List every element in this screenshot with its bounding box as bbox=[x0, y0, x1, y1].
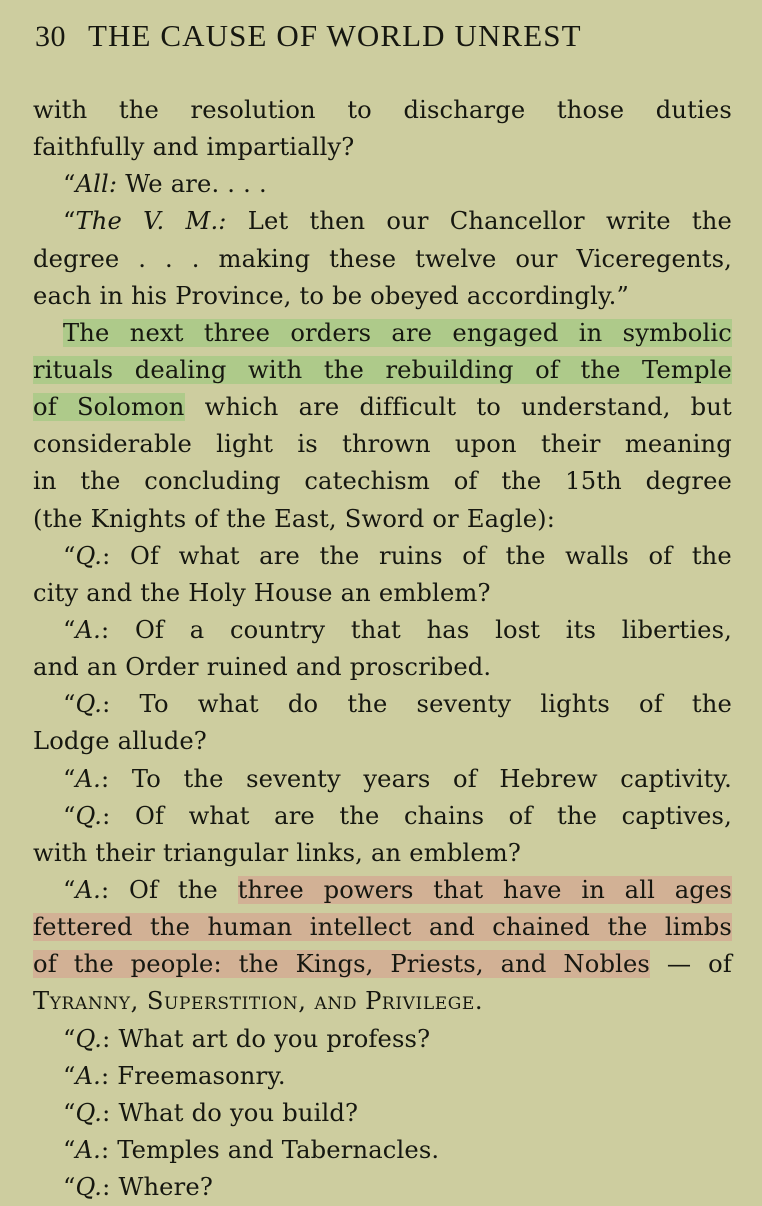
word: Of bbox=[134, 615, 165, 644]
word: To bbox=[139, 690, 169, 719]
word: “A.: bbox=[63, 1061, 110, 1090]
running-title: THE CAUSE OF WORLD UNREST bbox=[88, 18, 582, 53]
word: of bbox=[33, 946, 74, 983]
word: “Q.: bbox=[63, 801, 111, 830]
word: To bbox=[131, 764, 161, 793]
word: Privilege. bbox=[365, 987, 484, 1016]
word: thrown bbox=[342, 430, 431, 459]
word: degree bbox=[33, 244, 120, 273]
word: difficult bbox=[359, 393, 457, 422]
word: — bbox=[666, 950, 692, 979]
word: dealing bbox=[135, 352, 248, 389]
word: the bbox=[324, 352, 386, 389]
word: fettered bbox=[33, 909, 150, 946]
word: its bbox=[565, 615, 597, 644]
word: “A.: bbox=[63, 615, 110, 644]
word: symbolic bbox=[622, 318, 732, 347]
text-line bbox=[33, 1095, 732, 1132]
word: our bbox=[386, 207, 429, 236]
word: with bbox=[33, 96, 88, 124]
word: accordingly.” bbox=[466, 281, 629, 310]
word: Order bbox=[125, 653, 199, 682]
word: the bbox=[607, 909, 664, 946]
word: Hebrew bbox=[499, 764, 598, 793]
word: and bbox=[86, 578, 133, 607]
word: “The bbox=[63, 207, 122, 236]
word: impartially? bbox=[206, 133, 355, 162]
word: Temple bbox=[642, 355, 732, 384]
text-line bbox=[33, 203, 732, 240]
word: seventy bbox=[416, 690, 512, 719]
word: the bbox=[239, 946, 296, 983]
word: the bbox=[557, 801, 598, 830]
word: engaged bbox=[452, 315, 578, 352]
word: V. bbox=[143, 207, 165, 236]
text-line bbox=[33, 92, 732, 129]
word: to bbox=[299, 281, 325, 310]
text-line bbox=[33, 315, 732, 352]
word: twelve bbox=[415, 244, 497, 273]
word: What bbox=[118, 1098, 184, 1127]
word: the bbox=[140, 578, 181, 607]
word: are bbox=[391, 315, 452, 352]
word: build? bbox=[282, 1098, 359, 1127]
word: Of bbox=[134, 801, 165, 830]
word: making bbox=[218, 244, 311, 273]
word: the bbox=[118, 96, 159, 124]
word: the bbox=[80, 467, 121, 496]
word: and bbox=[314, 987, 358, 1016]
word: powers bbox=[324, 872, 434, 909]
word: in bbox=[33, 467, 57, 496]
word: the bbox=[339, 801, 380, 830]
word: Of bbox=[129, 875, 159, 904]
word: do bbox=[235, 1024, 267, 1053]
word: in bbox=[579, 315, 623, 352]
word: to bbox=[347, 96, 372, 124]
word: Province, bbox=[175, 281, 292, 310]
word: orders bbox=[290, 315, 391, 352]
word: . bbox=[258, 170, 267, 199]
word: years bbox=[363, 764, 431, 793]
word: the bbox=[150, 909, 207, 946]
word: Holy bbox=[188, 578, 246, 607]
text-line bbox=[33, 166, 732, 203]
word: Lodge bbox=[33, 727, 110, 756]
word: Nobles bbox=[563, 950, 650, 979]
word: to bbox=[476, 393, 501, 422]
word: Freemasonry. bbox=[117, 1061, 286, 1090]
word: their bbox=[95, 838, 155, 867]
word: Priests, bbox=[390, 946, 500, 983]
word: next bbox=[130, 315, 204, 352]
word: Superstition, bbox=[146, 987, 307, 1016]
word: those bbox=[556, 96, 625, 124]
word: discharge bbox=[403, 96, 526, 124]
word: what bbox=[188, 801, 250, 830]
word: which bbox=[204, 393, 279, 422]
word: have bbox=[503, 872, 581, 909]
word: in bbox=[581, 872, 624, 909]
word: what bbox=[178, 541, 240, 570]
word: considerable bbox=[33, 430, 192, 459]
word: chained bbox=[492, 909, 607, 946]
word: city bbox=[33, 578, 79, 607]
word: links, bbox=[296, 838, 363, 867]
word: ruins bbox=[379, 541, 443, 570]
word: triangular bbox=[162, 838, 289, 867]
word: that bbox=[433, 872, 503, 909]
text-line bbox=[33, 241, 732, 278]
word: human bbox=[208, 909, 310, 946]
word: are bbox=[298, 393, 340, 422]
word: “A.: bbox=[63, 764, 110, 793]
word: and bbox=[33, 653, 79, 682]
word: do bbox=[287, 690, 319, 719]
text-line bbox=[33, 612, 732, 649]
word: of bbox=[638, 690, 663, 719]
word: intellect bbox=[310, 909, 429, 946]
word: with bbox=[248, 352, 324, 389]
word: his bbox=[131, 281, 168, 310]
word: liberties, bbox=[621, 615, 732, 644]
word: catechism bbox=[304, 467, 430, 496]
word: obeyed bbox=[370, 281, 459, 310]
word: are bbox=[274, 801, 315, 830]
word: is bbox=[297, 430, 318, 459]
word: then bbox=[309, 207, 366, 236]
word: do bbox=[191, 1098, 222, 1127]
word: Let bbox=[247, 207, 289, 236]
word: a bbox=[189, 615, 205, 644]
word: the bbox=[183, 764, 224, 793]
word: are bbox=[259, 541, 300, 570]
word: of bbox=[508, 801, 533, 830]
word: art bbox=[191, 1024, 228, 1053]
word: our bbox=[515, 244, 558, 273]
word: captives, bbox=[621, 801, 732, 830]
word: what bbox=[197, 690, 259, 719]
word: with bbox=[33, 838, 88, 867]
word: upon bbox=[454, 430, 517, 459]
word: rebuilding bbox=[385, 352, 535, 389]
word: What bbox=[118, 1024, 184, 1053]
word: the bbox=[691, 690, 732, 719]
text-line bbox=[33, 686, 732, 723]
word: and bbox=[227, 1135, 274, 1164]
text-line bbox=[33, 1058, 732, 1095]
text-line bbox=[33, 1169, 732, 1206]
word: Knights bbox=[90, 504, 187, 533]
word: an bbox=[370, 838, 402, 867]
word: country bbox=[229, 615, 326, 644]
word: the bbox=[177, 875, 218, 904]
word: the bbox=[226, 504, 267, 533]
word: “Q.: bbox=[63, 690, 111, 719]
page-number: 30 bbox=[35, 20, 66, 53]
word: “Q.: bbox=[63, 1098, 111, 1127]
text-line bbox=[33, 352, 732, 389]
word: chains bbox=[403, 801, 485, 830]
text-line bbox=[33, 278, 732, 315]
word: are. bbox=[170, 170, 220, 199]
word: concluding bbox=[144, 467, 281, 496]
word: limbs bbox=[664, 913, 732, 942]
word: Kings, bbox=[296, 946, 391, 983]
word: understand, bbox=[521, 393, 671, 422]
text-line bbox=[33, 129, 732, 166]
word: an bbox=[86, 653, 118, 682]
word: Tyranny, bbox=[33, 987, 139, 1016]
word: people: bbox=[131, 946, 239, 983]
word: has bbox=[426, 615, 470, 644]
text-line bbox=[33, 909, 732, 946]
word: duties bbox=[655, 96, 732, 124]
word: be bbox=[332, 281, 363, 310]
word: . bbox=[243, 170, 251, 199]
word: three bbox=[238, 872, 324, 909]
word: proscribed. bbox=[349, 653, 492, 682]
word: of bbox=[535, 352, 580, 389]
word: Temples bbox=[117, 1135, 220, 1164]
word: of bbox=[194, 504, 219, 533]
text-line bbox=[33, 575, 732, 612]
word: “Q.: bbox=[63, 1173, 111, 1202]
word: the bbox=[319, 541, 360, 570]
text-line bbox=[33, 761, 732, 798]
word: of bbox=[462, 541, 487, 570]
word: East, bbox=[274, 504, 337, 533]
word: lost bbox=[495, 615, 541, 644]
word: in bbox=[99, 281, 124, 310]
page-header bbox=[35, 18, 732, 60]
word: captivity. bbox=[620, 764, 732, 793]
word: all bbox=[625, 872, 675, 909]
word: ages bbox=[674, 875, 732, 904]
text-line bbox=[33, 649, 732, 686]
word: the bbox=[580, 352, 642, 389]
text-line bbox=[33, 835, 732, 872]
word: . bbox=[227, 170, 236, 199]
word: “All: bbox=[63, 170, 118, 199]
word: We bbox=[125, 170, 163, 199]
word: lights bbox=[540, 690, 610, 719]
word: an bbox=[340, 578, 371, 607]
word: Of bbox=[129, 541, 160, 570]
text-line bbox=[33, 426, 732, 463]
text-line bbox=[33, 946, 732, 983]
word: rituals bbox=[33, 352, 135, 389]
word: you bbox=[274, 1024, 319, 1053]
word: resolution bbox=[190, 96, 316, 124]
word: Eagle): bbox=[466, 504, 556, 533]
word: . bbox=[138, 244, 147, 273]
word: (the bbox=[33, 504, 83, 533]
word: of bbox=[452, 764, 477, 793]
word: of bbox=[708, 950, 732, 979]
word: of bbox=[33, 389, 77, 426]
word: seventy bbox=[246, 764, 341, 793]
word: meaning bbox=[624, 430, 732, 459]
word: or bbox=[432, 504, 459, 533]
word: that bbox=[350, 615, 401, 644]
text-line bbox=[33, 389, 732, 426]
word: their bbox=[540, 430, 601, 459]
word: three bbox=[204, 315, 291, 352]
word: House bbox=[253, 578, 333, 607]
text-line bbox=[33, 798, 732, 835]
word: ruined bbox=[206, 653, 288, 682]
word: you bbox=[229, 1098, 275, 1127]
word: the bbox=[74, 946, 131, 983]
word: and bbox=[429, 909, 492, 946]
word: Tabernacles. bbox=[281, 1135, 440, 1164]
text-line bbox=[33, 1132, 732, 1169]
word: degree bbox=[645, 467, 732, 496]
word: Chancellor bbox=[449, 207, 585, 236]
word: and bbox=[501, 946, 564, 983]
word: . bbox=[165, 244, 173, 273]
word: each bbox=[33, 281, 92, 310]
word: and bbox=[152, 133, 199, 162]
word: the bbox=[691, 207, 732, 236]
word: light bbox=[216, 430, 274, 459]
word: walls bbox=[565, 541, 629, 570]
word: profess? bbox=[326, 1024, 431, 1053]
word: but bbox=[690, 393, 732, 422]
word: The bbox=[63, 315, 130, 352]
word: allude? bbox=[117, 727, 207, 756]
text-line bbox=[33, 1021, 732, 1058]
word: of bbox=[648, 541, 673, 570]
word: the bbox=[347, 690, 388, 719]
text-line bbox=[33, 983, 732, 1020]
word: of bbox=[453, 467, 478, 496]
word: Where? bbox=[118, 1173, 213, 1202]
word: Viceregents, bbox=[576, 244, 732, 273]
word: . bbox=[191, 244, 200, 273]
word: “Q.: bbox=[63, 541, 111, 570]
word: write bbox=[605, 207, 671, 236]
word: faithfully bbox=[33, 133, 145, 162]
word: and bbox=[295, 653, 342, 682]
word: “A.: bbox=[63, 875, 110, 904]
word: the bbox=[501, 467, 542, 496]
word: Sword bbox=[344, 504, 425, 533]
word: 15th bbox=[565, 467, 622, 496]
word: “Q.: bbox=[63, 1024, 111, 1053]
word: Solomon bbox=[76, 393, 185, 422]
word: the bbox=[505, 541, 546, 570]
word: the bbox=[691, 541, 732, 570]
word: emblem? bbox=[409, 838, 522, 867]
word: these bbox=[329, 244, 397, 273]
word: emblem? bbox=[378, 578, 491, 607]
text-line bbox=[33, 538, 732, 575]
word: M.: bbox=[185, 207, 227, 236]
word: “A.: bbox=[63, 1135, 110, 1164]
text-line bbox=[33, 463, 732, 500]
text-line bbox=[33, 872, 732, 909]
text-line bbox=[33, 501, 732, 538]
page-body-text bbox=[33, 92, 732, 1206]
text-line bbox=[33, 723, 732, 760]
